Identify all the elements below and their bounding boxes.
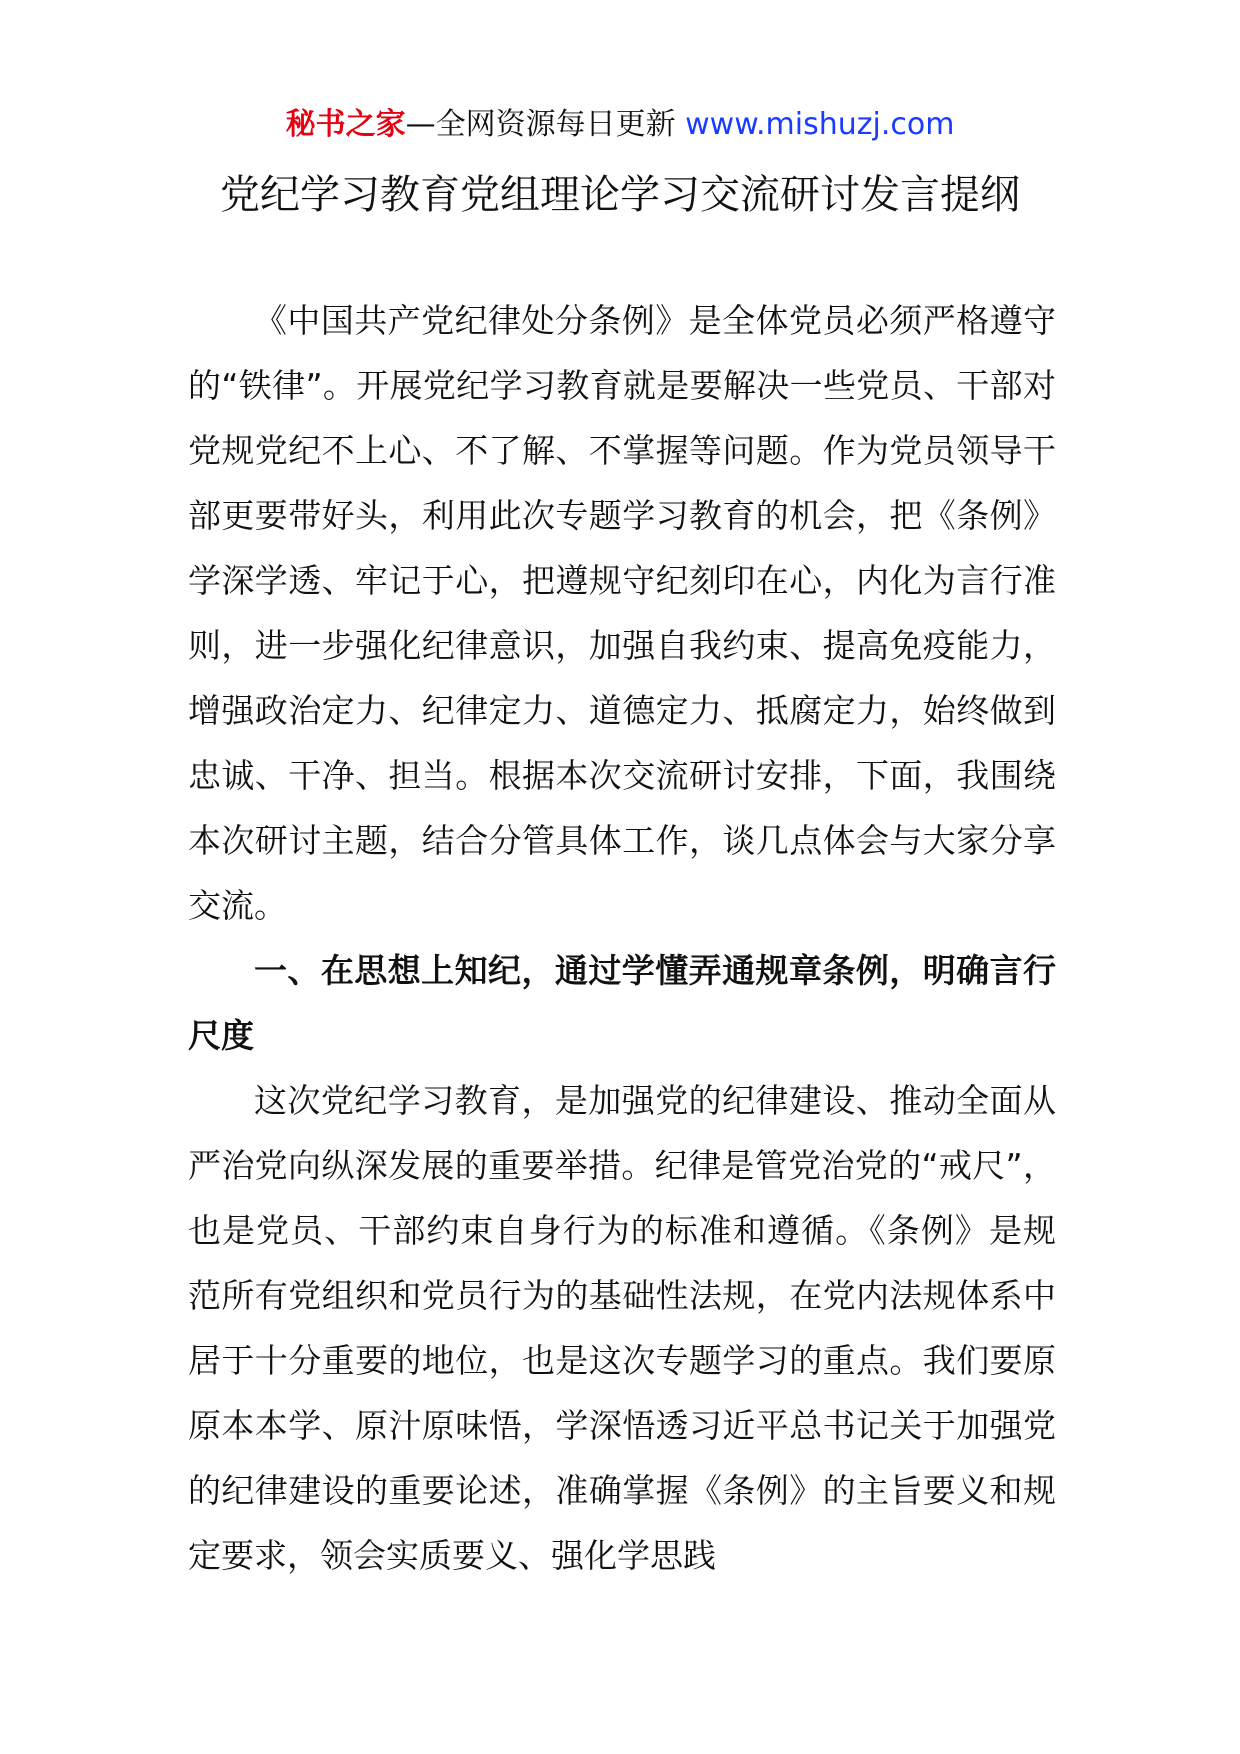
site-url: www.mishuzj.com	[685, 107, 955, 142]
banner-tagline: —全网资源每日更新	[405, 107, 686, 142]
brand-name: 秘书之家	[285, 107, 406, 142]
intro-paragraph: 《中国共产党纪律处分条例》是全体党员必须严格遵守的“铁律”。开展党纪学习教育就是要解决一些党员、干部对党规党纪不上心、不了解、不掌握等问题。作为党员领导干部更要带好头，利用此次专题学习教育的机会，把《条例》学深学透、牢记于心，把遵规守纪刻印在心，内化为言行准则，进一步强化纪律意识，加强自我约束、提高免疫能力，增强政治定力、纪律定力、道德定力、抵腐定力，始终做到忠诚、干净、担当。根据本次交流研讨安排，下面，我围绕本次研讨主题，结合分管具体工作，谈几点体会与大家分享交流。	[188, 301, 1056, 925]
section-heading: 一、在思想上知纪，通过学懂弄通规章条例，明确言行尺度	[188, 951, 1056, 1055]
document-body	[188, 288, 1056, 1588]
document-title: 党纪学习教育党组理论学习交流研讨发言提纲	[220, 172, 1020, 218]
site-banner	[0, 103, 1240, 147]
body-paragraph: 这次党纪学习教育，是加强党的纪律建设、推动全面从严治党向纵深发展的重要举措。纪律是管党治党的“戒尺”，也是党员、干部约束自身行为的标准和遵循。《条例》是规范所有党组织和党员行为的基础性法规，在党内法规体系中居于十分重要的地位，也是这次专题学习的重点。我们要原原本本学、原汁原味悟，学深悟透习近平总书记关于加强党的纪律建设的重要论述，准确掌握《条例》的主旨要义和规定要求，领会实质要义、强化学思践	[188, 1081, 1056, 1575]
